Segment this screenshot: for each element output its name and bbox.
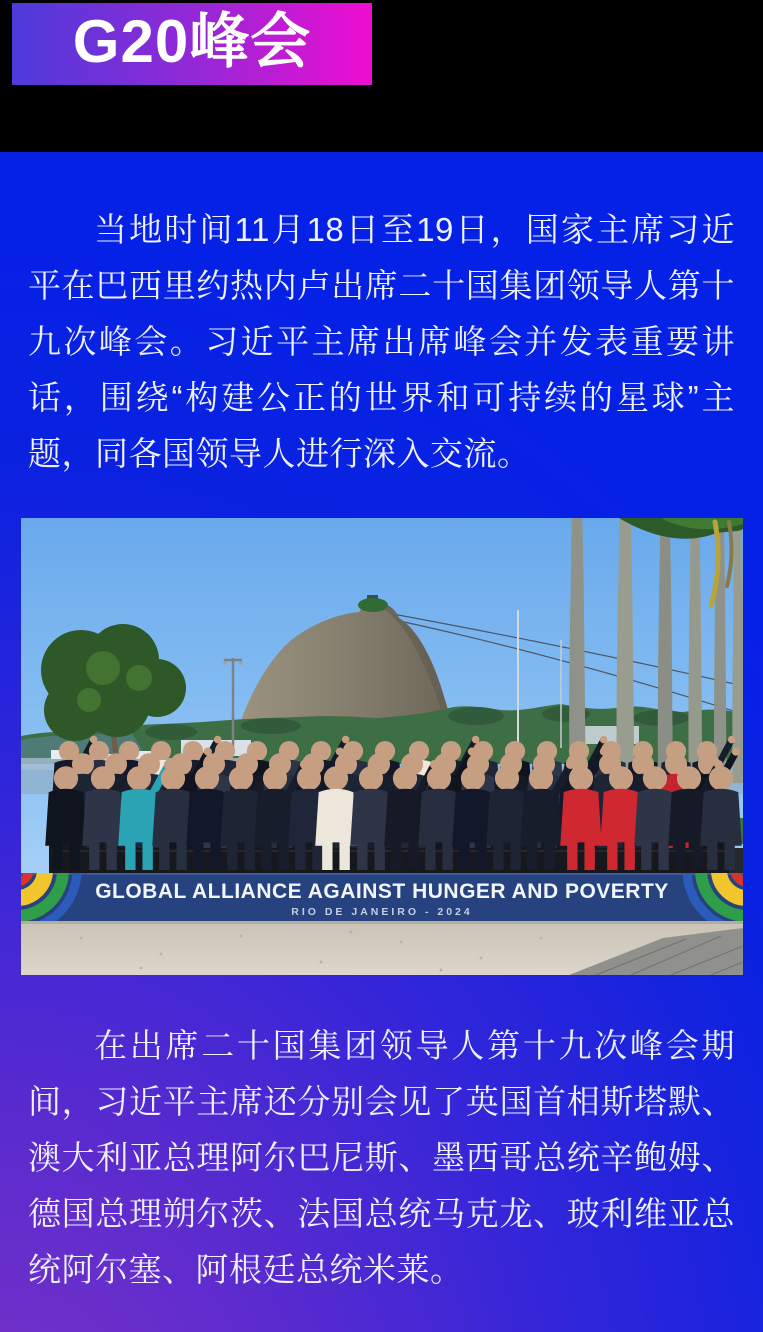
title-banner [12, 3, 372, 85]
summit-group-photo [21, 518, 743, 975]
article-paragraph: 在出席二十国集团领导人第十九次峰会期间，习近平主席还分别会见了英国首相斯塔默、澳大利亚总理阿尔巴尼斯、墨西哥总统辛鲍姆、德国总理朔尔茨、法国总统马克龙、玻利维亚总统阿尔塞、阿根廷总统米莱。 [28, 1027, 735, 1288]
page-header [0, 0, 763, 152]
article-body [0, 152, 763, 1332]
banner-title: GLOBAL ALLIANCE AGAINST HUNGER AND POVERTY [95, 880, 669, 903]
article-paragraph: 当地时间11月18日至19日，国家主席习近平在巴西里约热内卢出席二十国集团领导人第十九次峰会。习近平主席出席峰会并发表重要讲话，围绕“构建公正的世界和可持续的星球”主题，同各国领导人进行深入交流。 [28, 211, 735, 472]
gravel-ground [21, 921, 743, 975]
page-title: G20峰会 [72, 8, 312, 75]
banner-subtitle: RIO DE JANEIRO - 2024 [291, 906, 473, 918]
summit-trees [358, 598, 388, 612]
